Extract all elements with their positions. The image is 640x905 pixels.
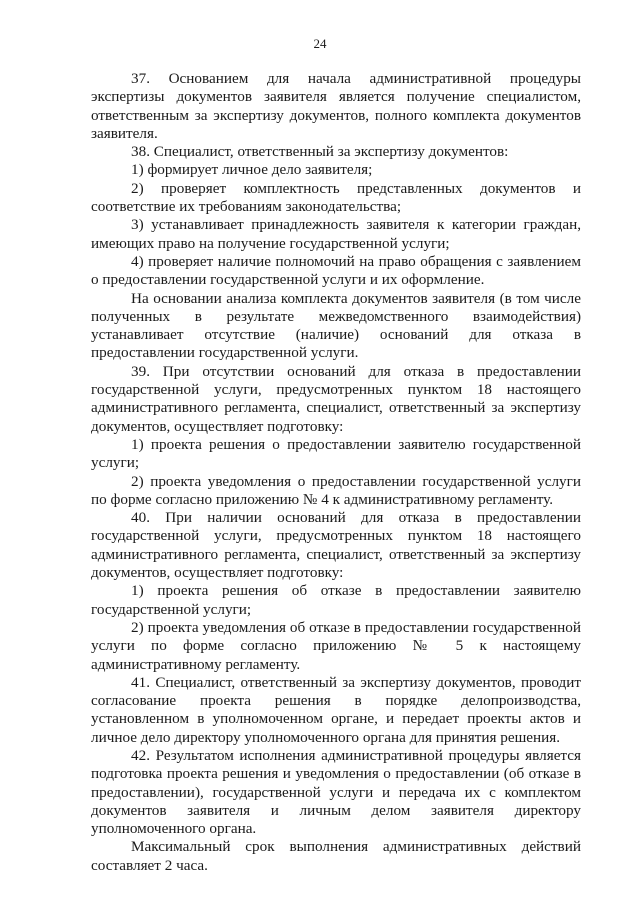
list-item: 1) проекта решения о предоставлении заявителю государственной услуги; bbox=[91, 435, 581, 472]
list-item: 2) проверяет комплектность представленных документов и соответствие их требованиям законодательства; bbox=[91, 179, 581, 216]
paragraph-38: 38. Специалист, ответственный за экспертизу документов: bbox=[131, 143, 509, 161]
paragraph-40: 40. При наличии оснований для отказа в предоставлении государственной услуги, предусмотренных пунктом 18 настоящего административного регламента, специалист, ответственный за экспертизу документов, осуществляет подготовку: bbox=[91, 509, 581, 582]
page-number: 24 bbox=[313, 36, 327, 51]
paragraph-39: 39. При отсутствии оснований для отказа в предоставлении государственной услуги, предусмотренных пунктом 18 настоящего административного регламента, специалист, ответственный за экспертизу документов, осуществляет подготовку: bbox=[91, 362, 581, 435]
list-item: 1) проекта решения об отказе в предоставлении заявителю государственной услуги; bbox=[91, 582, 581, 618]
document-body bbox=[91, 70, 581, 875]
paragraph-max-time: Максимальный срок выполнения административных действий составляет 2 часа. bbox=[91, 838, 581, 874]
list-item: 2) проекта уведомления о предоставлении государственной услуги по форме согласно приложению № 4 к административному регламенту. bbox=[91, 472, 581, 508]
paragraph-37: 37. Основанием для начала административной процедуры экспертизы документов заявителя является получение специалистом, ответственным за экспертизу документов, полного комплекта документов заявителя. bbox=[91, 70, 581, 142]
list-item: 2) проекта уведомления об отказе в предоставлении государственной услуги по форме согласно приложению № 5 к настоящему административному регламенту. bbox=[91, 618, 581, 673]
paragraph-analysis: На основании анализа комплекта документов заявителя (в том числе полученных в результате межведомственного взаимодействия) устанавливает отсутствие (наличие) оснований для отказа в предоставлении государственной услуги. bbox=[91, 289, 581, 362]
list-item: 3) устанавливает принадлежность заявителя к категории граждан, имеющих право на получение государственной услуги; bbox=[91, 216, 581, 252]
paragraph-41: 41. Специалист, ответственный за экспертизу документов, проводит согласование проекта решения в порядке делопроизводства, установленном в уполномоченном органе, и передает проекты актов и личное дело директору уполномоченного органа для принятия решения. bbox=[91, 673, 581, 746]
list-item: 4) проверяет наличие полномочий на право обращения с заявлением о предоставлении государственной услуги и их оформление. bbox=[91, 252, 581, 289]
list-item: 1) формирует личное дело заявителя; bbox=[131, 161, 373, 179]
paragraph-42: 42. Результатом исполнения административной процедуры является подготовка проекта решения и уведомления о предоставлении (об отказе в предоставлении), государственной услуги и передача их с комплектом документов заявителя и личным делом заявителя директору уполномоченного органа. bbox=[91, 746, 581, 838]
